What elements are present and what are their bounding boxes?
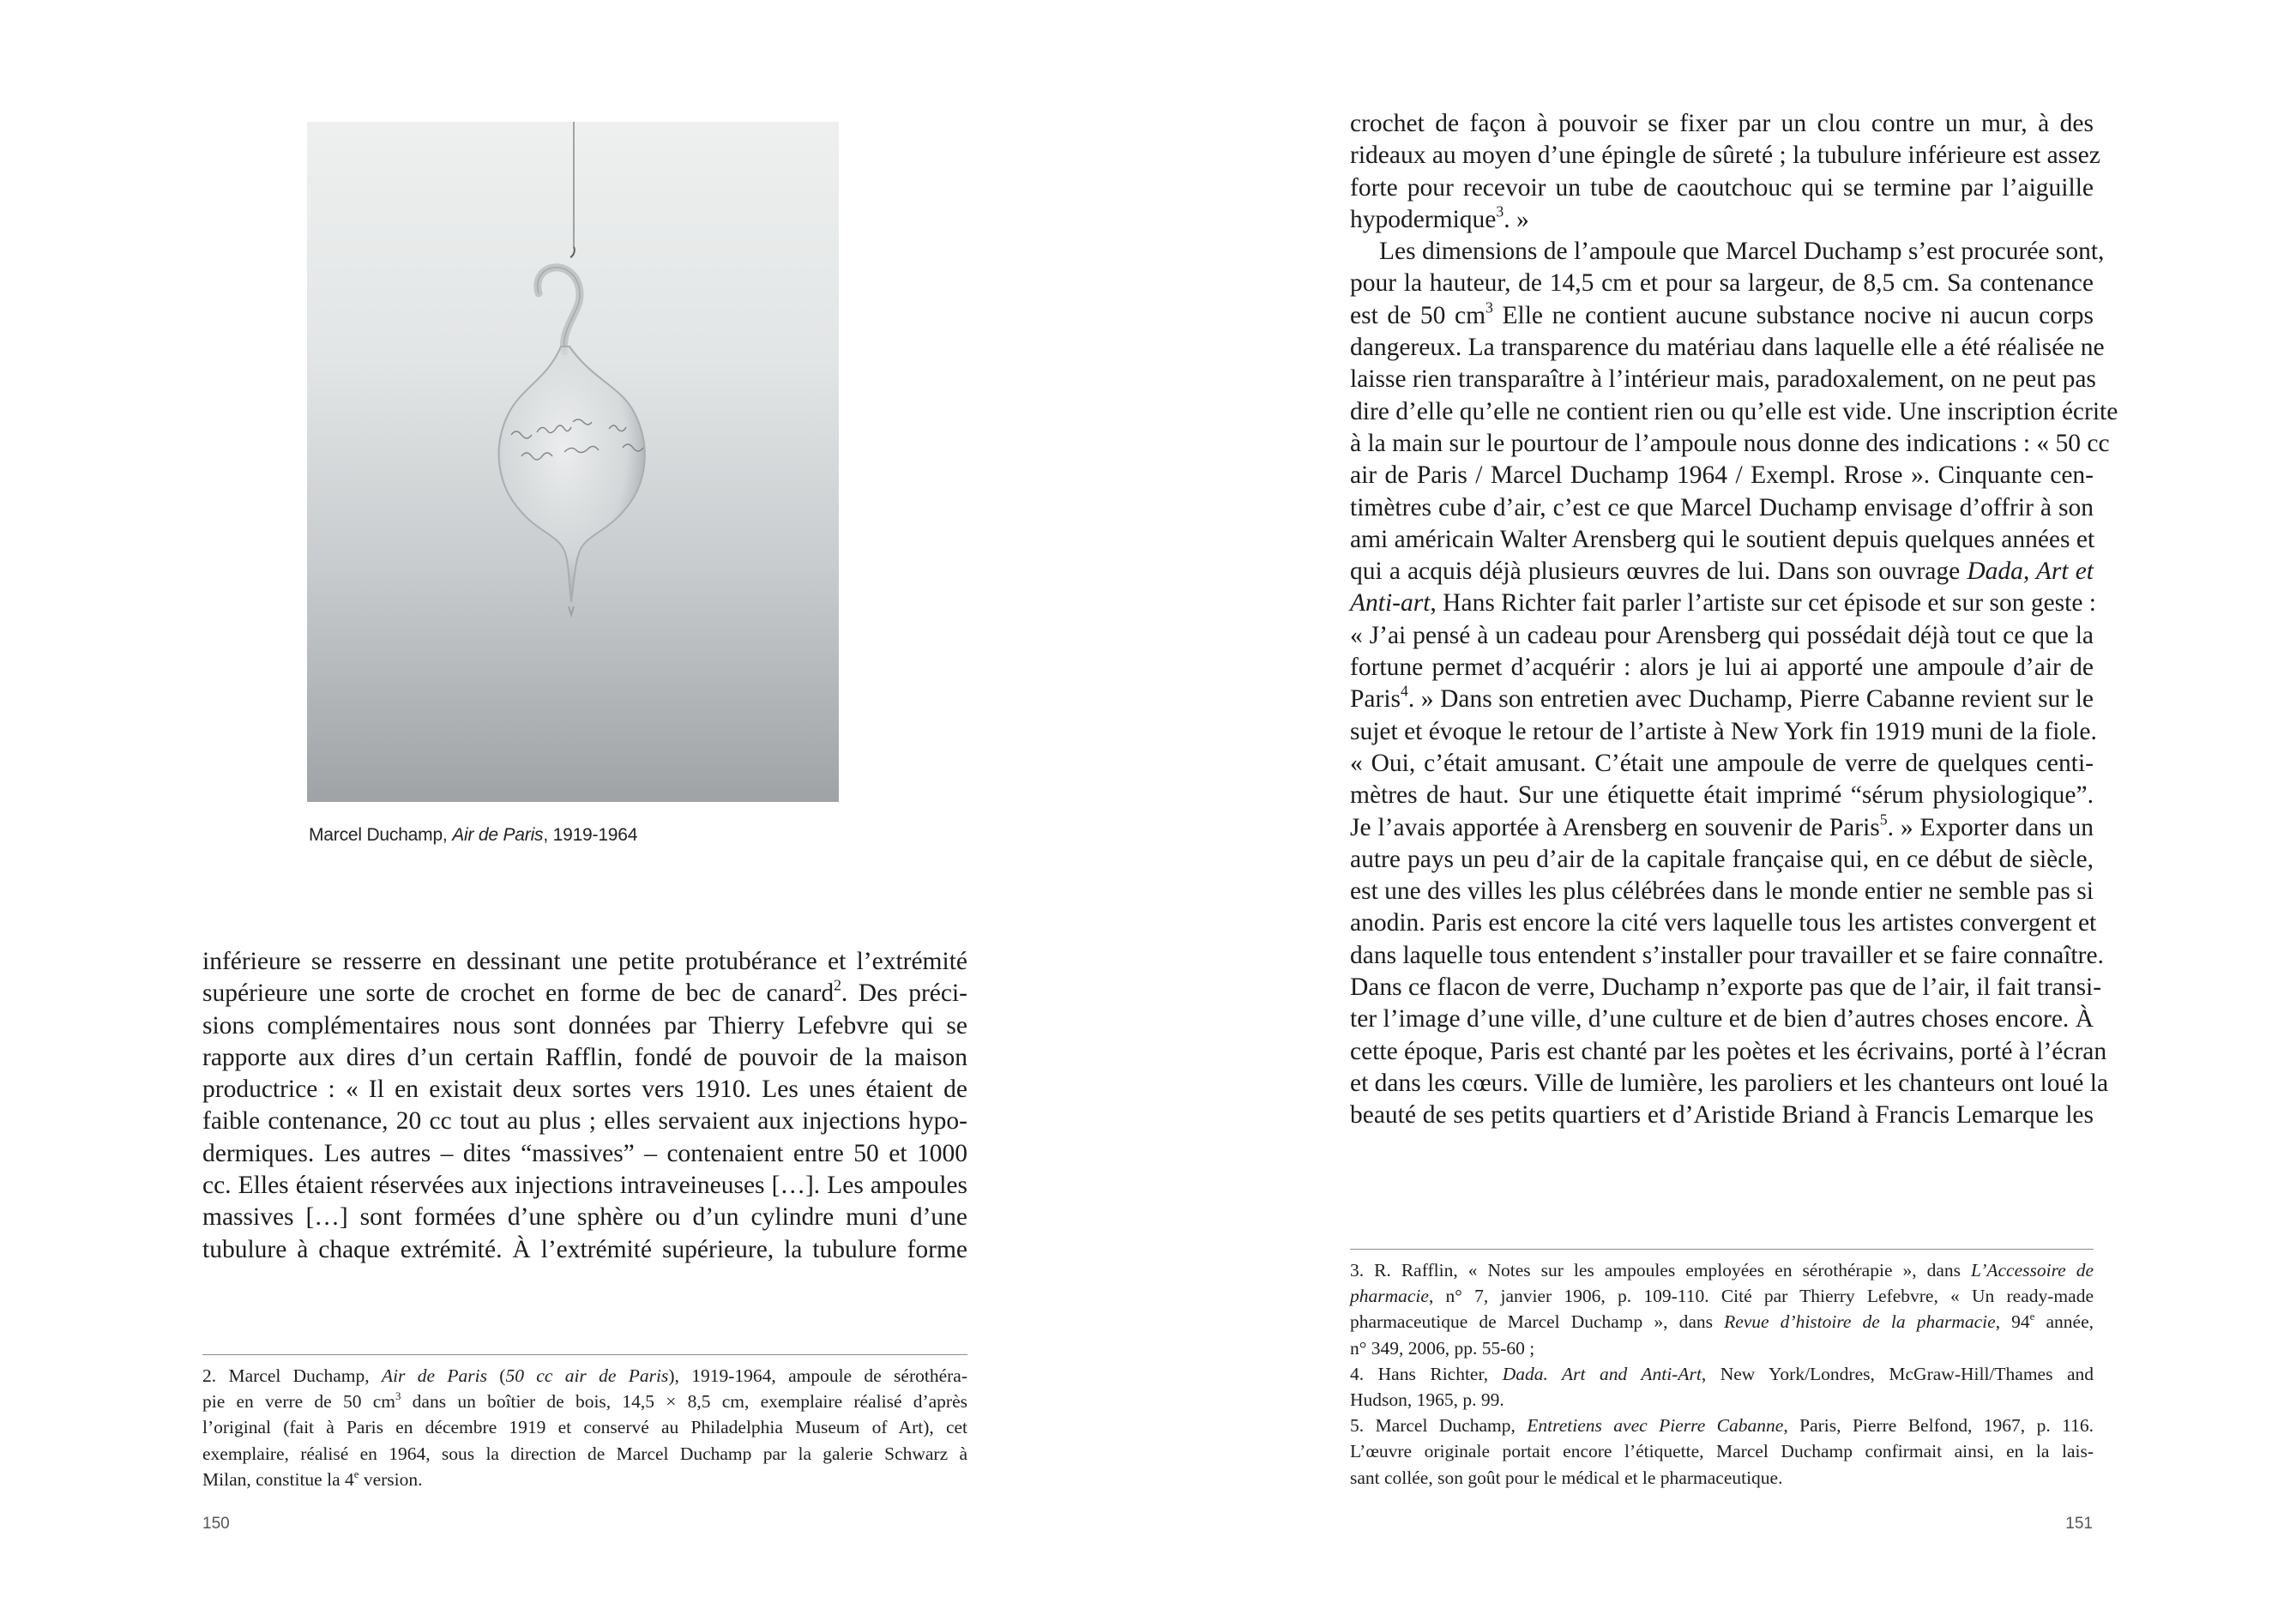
text-line: pour la hauteur, de 14,5 cm et pour sa largeur, de 8,5 cm. Sa contenance bbox=[1350, 269, 2094, 298]
footnote-line: Hudson, 1965, p. 99. bbox=[1350, 1389, 1504, 1411]
text-line: sujet et évoque le retour de l’artiste à New York fin 1919 muni de la fiole. bbox=[1350, 717, 2097, 745]
text-line: Les dimensions de l’ampoule que Marcel Duchamp s’est procurée sont, bbox=[1379, 238, 2105, 266]
text-line: productrice : « Il en existait deux sortes vers 1910. Les unes étaient de bbox=[202, 1076, 967, 1104]
footnote-line: l’original (fait à Paris en décembre 1919 et conservé au Philadelphia Museum of Art), cet bbox=[202, 1417, 967, 1438]
footnote-ref[interactable]: 5 bbox=[1879, 810, 1888, 829]
text-line: hypodermique$^3$. » bbox=[1350, 202, 1529, 233]
footnote-ref[interactable]: 3 bbox=[1496, 202, 1504, 220]
footnote-line: pharmacie, n° 7, janvier 1906, p. 109-110. Cité par Thierry Lefebvre, « Un ready-made bbox=[1350, 1286, 2094, 1307]
bulb bbox=[499, 346, 645, 602]
footnote-line: pie en verre de 50 $cm^3$ dans un boîtier de bois, 14,5 × 8,5 cm, exemplaire réalisé d’après bbox=[202, 1390, 967, 1413]
page-number-left: 150 bbox=[202, 1515, 230, 1533]
text-line: est de 50 $cm^3$ Elle ne contient aucune substance nocive ni aucun corps bbox=[1350, 298, 2094, 329]
text-line: et dans les cœurs. Ville de lumière, les paroliers et les chanteurs ont loué la bbox=[1350, 1069, 2109, 1097]
text-line: Dans ce flacon de verre, Duchamp n’exporte pas que de l’air, il fait transi- bbox=[1350, 973, 2102, 1002]
text-line: rapporte aux dires d’un certain Rafflin, fondé de pouvoir de la maison bbox=[202, 1043, 967, 1071]
text-line: à la main sur le pourtour de l’ampoule nous donne des indications : « 50 cc bbox=[1350, 429, 2110, 457]
text-line: timètres cube d’air, c’est ce que Marcel Duchamp envisage d’offrir à son bbox=[1350, 493, 2094, 521]
footnote-line: exemplaire, réalisé en 1964, sous la direction de Marcel Duchamp par la galerie Schwarz à bbox=[202, 1443, 967, 1464]
text-line: air de Paris / Marcel Duchamp 1964 / Exempl. Rrose ». Cinquante cen- bbox=[1350, 461, 2094, 490]
text-line: dermiques. Les autres – dites “massives” – contenaient entre 50 et 1000 bbox=[202, 1139, 967, 1167]
footnote-line: sant collée, son goût pour le médical et le pharmaceutique. bbox=[1350, 1467, 1783, 1488]
text-line: sions complémentaires nous sont données par Thierry Lefebvre qui se bbox=[202, 1011, 967, 1039]
text-line: laisse rien transparaître à l’intérieur mais, paradoxalement, on ne peut pas bbox=[1350, 365, 2096, 394]
footnote-2 bbox=[202, 1363, 967, 1492]
text-line: dire d’elle qu’elle ne contient rien ou qu’elle est vide. Une inscription écrite bbox=[1350, 397, 2118, 425]
text-line: autre pays un peu d’air de la capitale française qui, en ce début de siècle, bbox=[1350, 845, 2094, 873]
footnote-line: 3. R. Rafflin, « Notes sur les ampoules employées en sérothérapie », dans L’Accessoire de bbox=[1350, 1260, 2094, 1281]
right-page bbox=[1148, 0, 2296, 1621]
text-line: ter l’image d’une ville, d’une culture et de bien d’autres choses encore. À bbox=[1350, 1005, 2094, 1033]
footnote-divider bbox=[1350, 1249, 2094, 1250]
text-line: est une des villes les plus célébrées dans le monde entier ne semble pas si bbox=[1350, 877, 2094, 906]
text-line: cc. Elles étaient réservées aux injections intraveineuses […]. Les ampoules bbox=[202, 1172, 967, 1200]
footnote-line: 2. Marcel Duchamp, Air de Paris (50 cc air de Paris), 1919-1964, ampoule de sérothéra- bbox=[202, 1365, 967, 1386]
text-line: supérieure une sorte de crochet en forme de bec de canard$^2$. Des préci- bbox=[202, 976, 967, 1008]
caption-title: Air de Paris bbox=[452, 825, 544, 845]
text-line: « J’ai pensé à un cadeau pour Arensberg qui possédait déjà tout ce que la bbox=[1350, 621, 2094, 649]
text-line: anodin. Paris est encore la cité vers laquelle tous les artistes convergent et bbox=[1350, 909, 2097, 937]
text-line: qui a acquis déjà plusieurs œuvres de lui. Dans son ouvrage Dada, Art et bbox=[1350, 557, 2094, 586]
footnote-ref[interactable]: 4 bbox=[1401, 682, 1408, 700]
footnote-line: n° 349, 2006, pp. 55-60 ; bbox=[1350, 1337, 1535, 1359]
left-body-text bbox=[202, 946, 967, 1266]
text-line: rideaux au moyen d’une épingle de sûreté ; la tubulure inférieure est assez bbox=[1350, 142, 2100, 170]
text-line: beauté de ses petits quartiers et d’Aristide Briand à Francis Lemarque les bbox=[1350, 1101, 2094, 1130]
text-line: tubulure à chaque extrémité. À l’extrémité supérieure, la tubulure forme bbox=[202, 1235, 967, 1263]
text-line: faible contenance, 20 cc tout au plus ; elles servaient aux injections hypo- bbox=[202, 1107, 967, 1136]
text-line: forte pour recevoir un tube de caoutchouc qui se termine par l’aiguille bbox=[1350, 173, 2094, 202]
caption-date: , 1919-1964 bbox=[543, 825, 638, 845]
text-line: massives […] sont formées d’une sphère ou d’un cylindre muni d’une bbox=[202, 1203, 967, 1232]
right-body-text bbox=[1350, 108, 2118, 1132]
footnote-line: 5. Marcel Duchamp, Entretiens avec Pierre Cabanne, Paris, Pierre Belfond, 1967, p. 116. bbox=[1350, 1415, 2094, 1437]
artwork-photo bbox=[307, 122, 839, 802]
footnote-divider bbox=[202, 1354, 967, 1355]
footnote-line: 4. Hans Richter, Dada. Art and Anti-Art, New York/Londres, McGraw-Hill/Thames and bbox=[1350, 1363, 2094, 1384]
text-line: cette époque, Paris est chanté par les poètes et les écrivains, porté à l’écran bbox=[1350, 1037, 2107, 1065]
text-line: crochet de façon à pouvoir se fixer par un clou contre un mur, à des bbox=[1350, 110, 2094, 137]
text-line: Paris$^4$. » Dans son entretien avec Duchamp, Pierre Cabanne revient sur le bbox=[1350, 682, 2094, 714]
text-line: Anti-art, Hans Richter fait parler l’artiste sur cet épisode et sur son geste : bbox=[1350, 589, 2097, 618]
footnote-ref[interactable]: 2 bbox=[834, 976, 841, 994]
glass-ampoule-illustration bbox=[307, 122, 839, 802]
caption-author: Marcel Duchamp, bbox=[309, 825, 453, 845]
figure-caption bbox=[309, 825, 637, 846]
footnote-line: L’œuvre originale portait encore l’étiquette, Marcel Duchamp confirmait ainsi, en la lais- bbox=[1350, 1441, 2094, 1462]
text-line: inférieure se resserre en dessinant une petite protubérance et l’extrémité bbox=[202, 948, 967, 975]
footnotes-3-5 bbox=[1350, 1257, 2094, 1491]
footnote-line: pharmaceutique de Marcel Duchamp », dans Revue d’histoire de la pharmacie, 94e année, bbox=[1350, 1311, 2094, 1333]
text-line: « Oui, c’était amusant. C’était une ampoule de verre de quelques centi- bbox=[1350, 749, 2094, 777]
text-line: dangereux. La transparence du matériau dans laquelle elle a été réalisée ne bbox=[1350, 334, 2105, 362]
text-line: dans laquelle tous entendent s’installer pour travailler et se faire connaître. bbox=[1350, 941, 2104, 969]
text-line: ami américain Walter Arensberg qui le soutient depuis quelques années et bbox=[1350, 525, 2095, 553]
text-line: mètres de haut. Sur une étiquette était imprimé “sérum physiologique”. bbox=[1350, 781, 2094, 810]
text-line: Je l’avais apportée à Arensberg en souvenir de Paris$^5$. » Exporter dans un bbox=[1350, 810, 2094, 841]
page-number-right: 151 bbox=[2065, 1515, 2093, 1533]
footnote-line: Milan, constitue la 4e version. bbox=[202, 1467, 423, 1490]
text-line: fortune permet d’acquérir : alors je lui ai apporté une ampoule d’air de bbox=[1350, 654, 2094, 682]
hook bbox=[538, 268, 580, 352]
